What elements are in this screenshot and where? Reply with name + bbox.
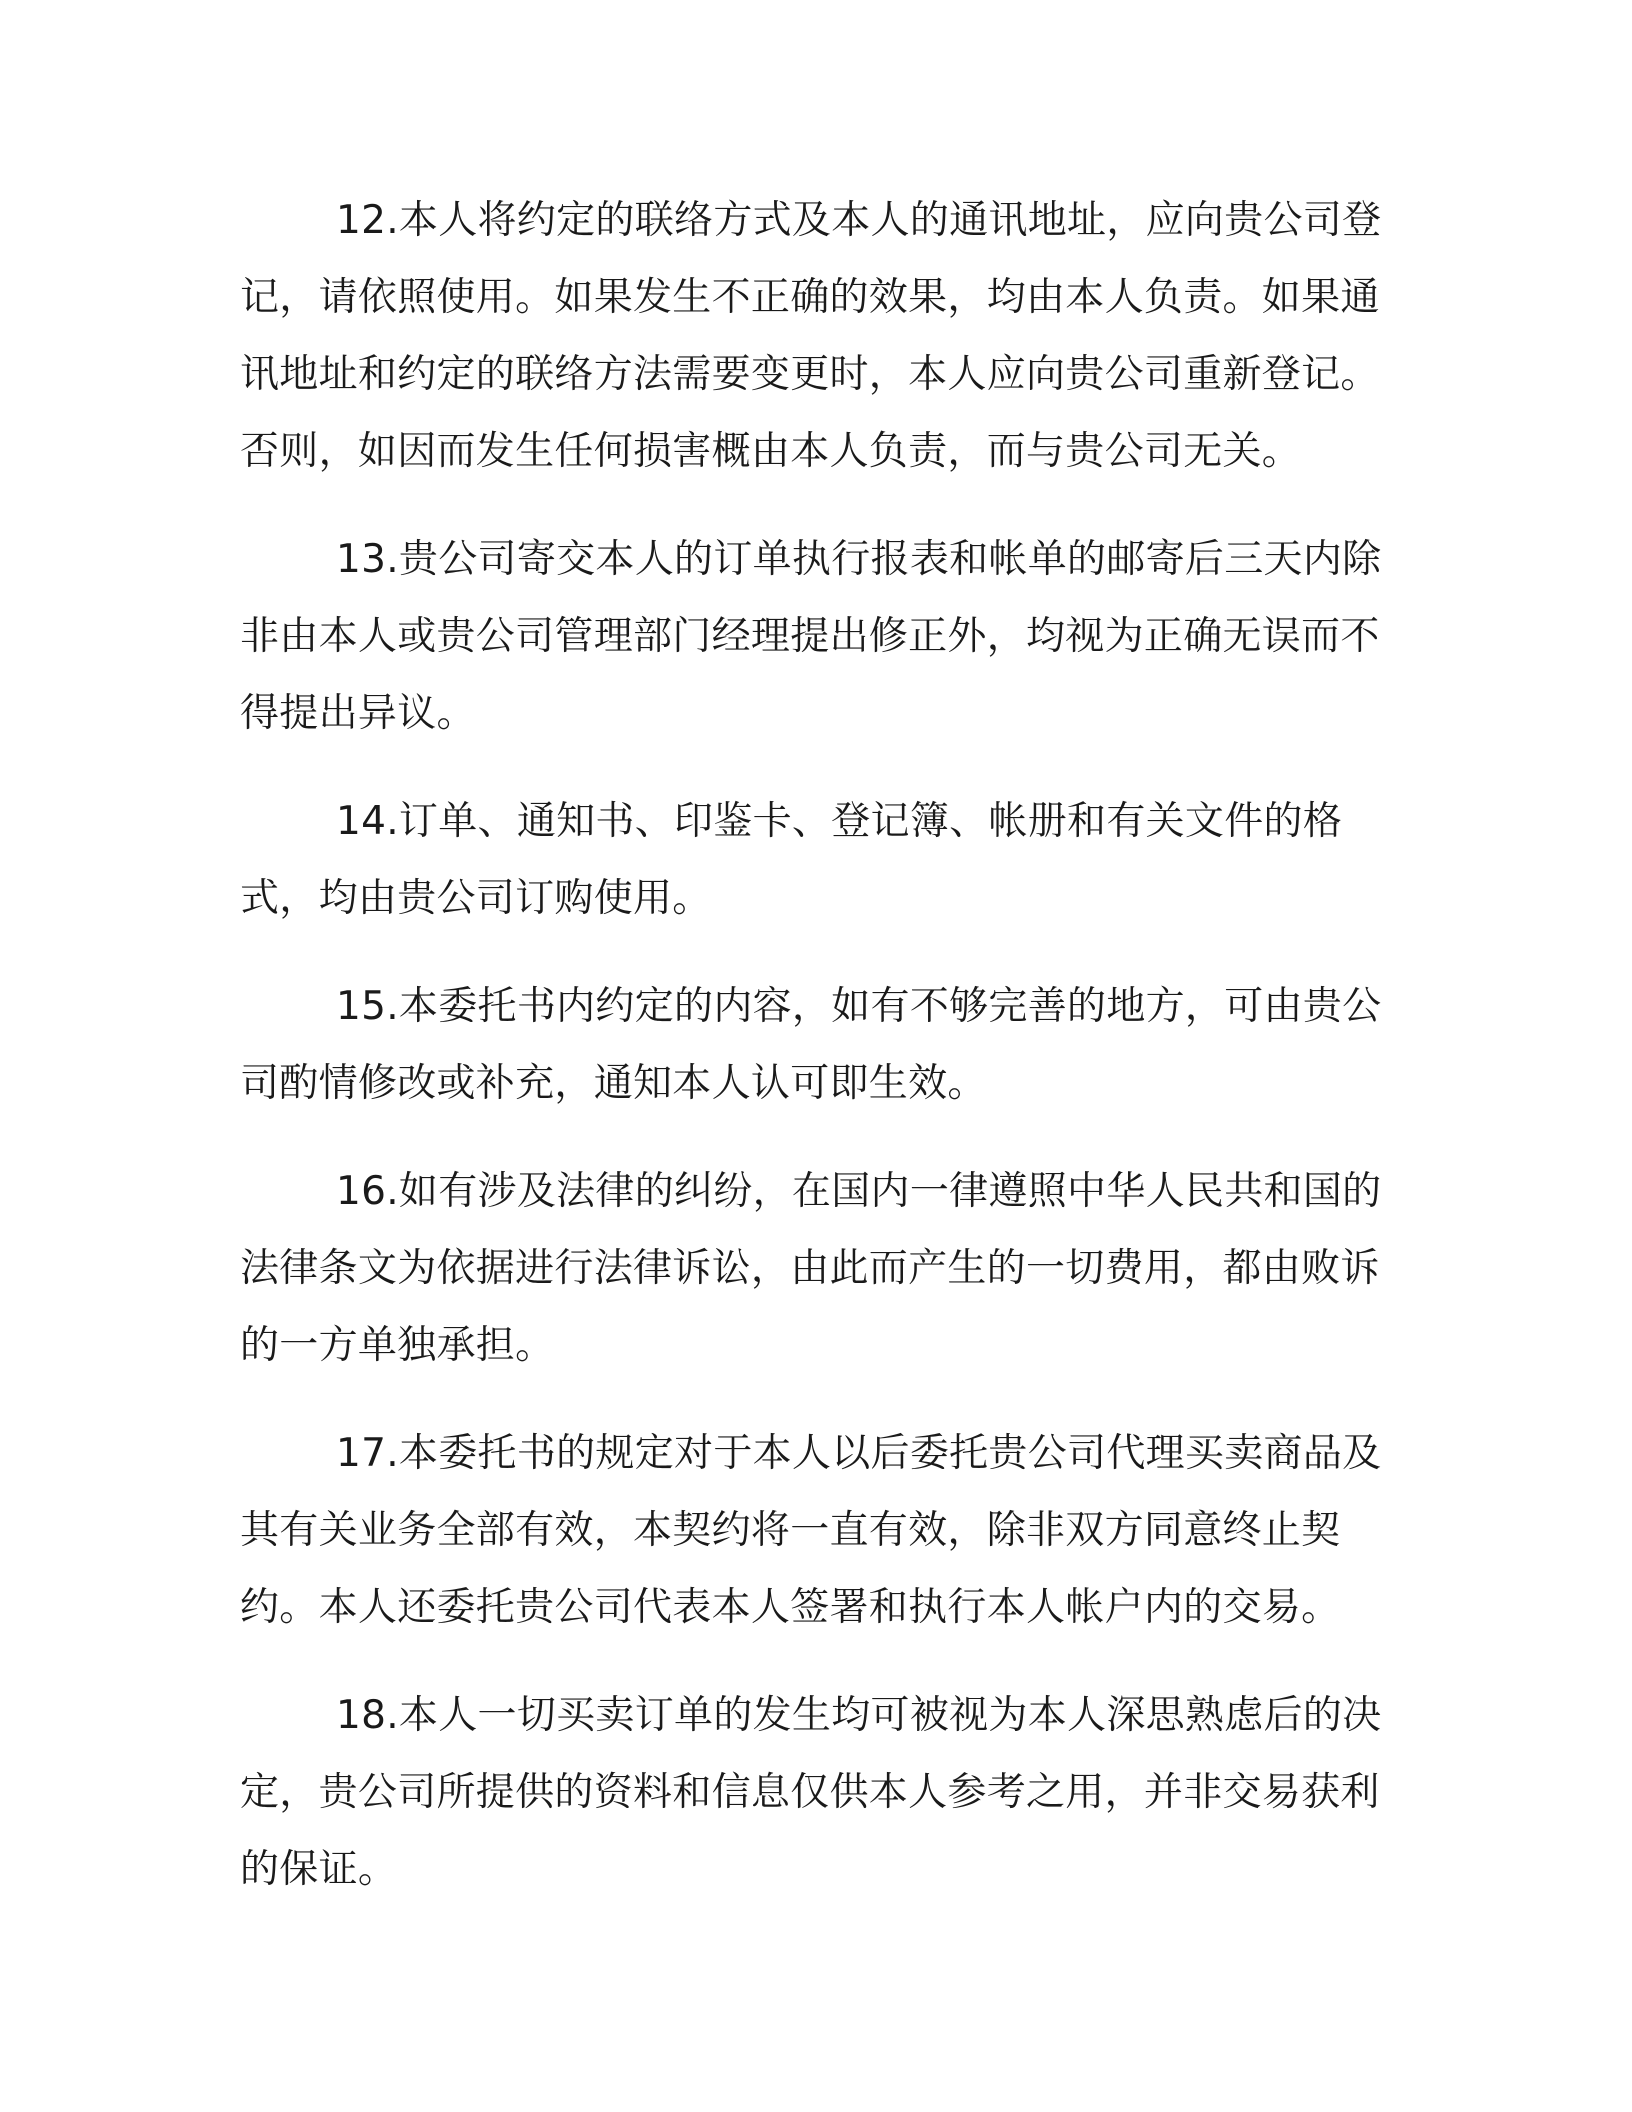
clause-12: 12.本人将约定的联络方式及本人的通讯地址，应向贵公司登记，请依照使用。如果发生不正确的效果，均由本人负责。如果通讯地址和约定的联络方法需要变更时，本人应向贵公司重新登记。否则，如因而发生任何损害概由本人负责，而与贵公司无关。 (240, 198, 1382, 474)
document-body (240, 182, 1390, 1939)
clause-17: 17.本委托书的规定对于本人以后委托贵公司代理买卖商品及其有关业务全部有效，本契约将一直有效，除非双方同意终止契约。本人还委托贵公司代表本人签署和执行本人帐户内的交易。 (240, 1431, 1382, 1630)
clause-13: 13.贵公司寄交本人的订单执行报表和帐单的邮寄后三天内除非由本人或贵公司管理部门经理提出修正外，均视为正确无误而不得提出异议。 (240, 537, 1382, 736)
clause-16: 16.如有涉及法律的纠纷，在国内一律遵照中华人民共和国的法律条文为依据进行法律诉讼，由此而产生的一切费用，都由败诉的一方单独承担。 (240, 1169, 1382, 1368)
clause-14: 14.订单、通知书、印鉴卡、登记簿、帐册和有关文件的格式，均由贵公司订购使用。 (240, 799, 1343, 921)
clause-18: 18.本人一切买卖订单的发生均可被视为本人深思熟虑后的决定，贵公司所提供的资料和信息仅供本人参考之用，并非交易获利的保证。 (240, 1693, 1382, 1892)
clause-15: 15.本委托书内约定的内容，如有不够完善的地方，可由贵公司酌情修改或补充，通知本人认可即生效。 (240, 984, 1382, 1106)
